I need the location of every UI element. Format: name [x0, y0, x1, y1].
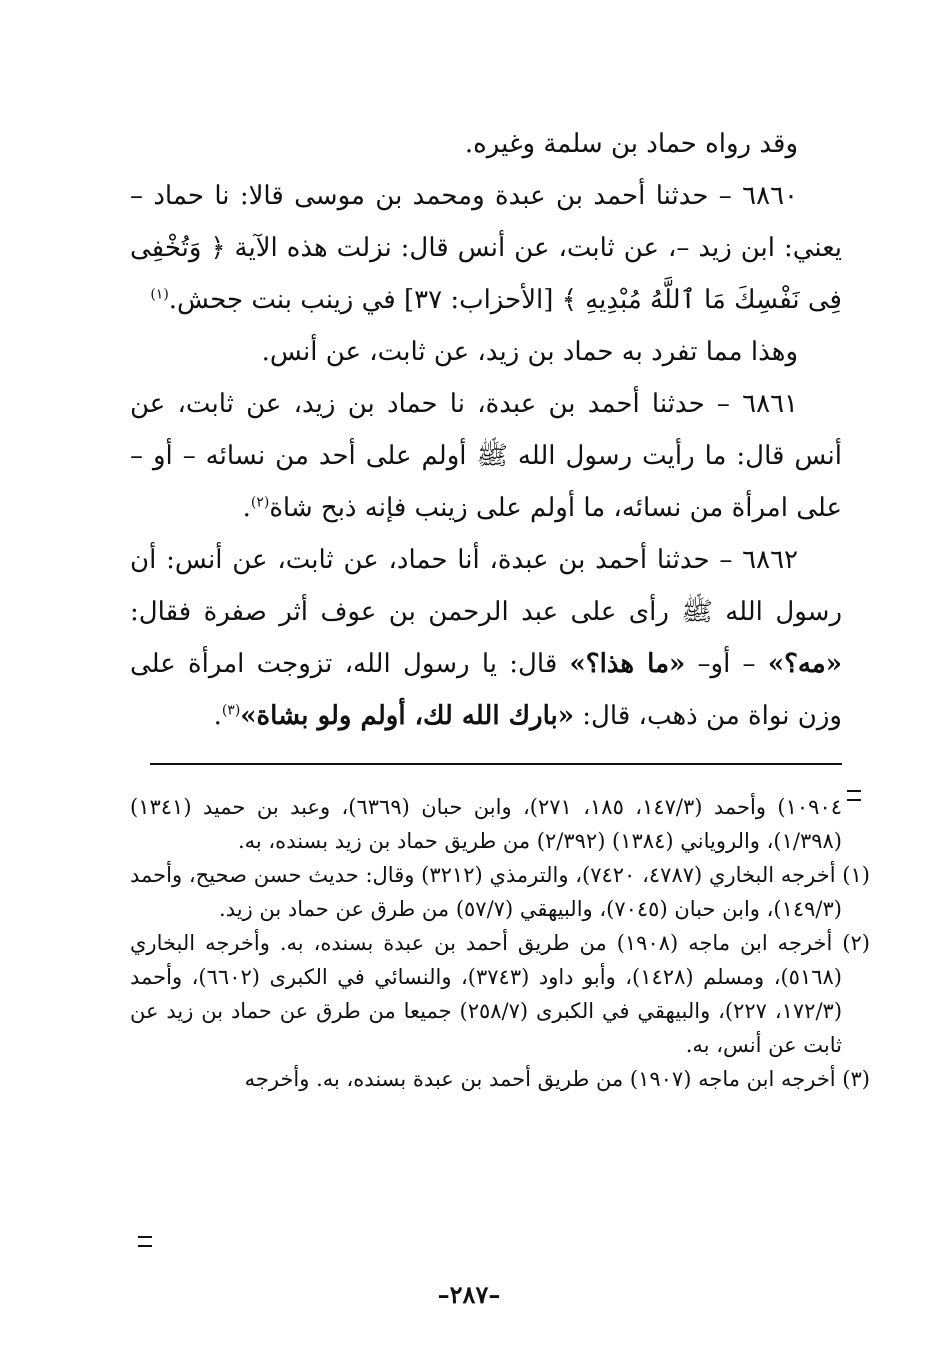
footnote-ref-3[interactable]: (٣) [221, 702, 241, 719]
footnote-2-text: (٢) أخرجه ابن ماجه (١٩٠٨) من طريق أحمد بن عبدة بسنده، به. وأخرجه البخاري (٥١٦٨)، ومسلم (١٤٢٨)، وأبو داود (٣٧٤٣)، والنسائي في الكبرى (٦٦٠٢)، وأحمد (١٧٢/٣، ٢٢٧)، والبيهقي في الكبرى (٢٥٨/٧) جميعا من طرق عن حماد بن زيد عن ثابت عن أنس، به. [130, 931, 870, 1057]
hadith-6862-text-a: ٦٨٦٢ – حدثنا أحمد بن عبدة، أنا حماد، عن ثابت، عن أنس: أن رسول الله ﷺ رأى على عبد الرحمن بن عوف أثر صفرة فقال: [130, 545, 842, 627]
intro-line [130, 118, 842, 170]
note-6860 [130, 326, 842, 378]
footnote-3 [130, 1062, 870, 1096]
footnote-1-text: (١) أخرجه البخاري (٤٧٨٧، ٧٤٢٠)، والترمذي (٣٢١٢) وقال: حديث حسن صحيح، وأحمد (١٤٩/٣)، وابن حبان (٧٠٤٥)، والبيهقي (٥٧/٧) من طرق عن حماد بن زيد. [130, 863, 870, 921]
hadith-6860-end: [الأحزاب: ٣٧] في زينب بنت جحش. [168, 285, 562, 315]
footnote-separator [150, 763, 842, 765]
hadith-6860-text: ٦٨٦٠ – حدثنا أحمد بن عبدة ومحمد بن موسى قالا: نا حماد – يعني: ابن زيد –، عن ثابت، عن أنس قال: نزلت هذه الآية [130, 181, 842, 263]
footnotes-section [130, 782, 870, 1096]
quote-ma-hadha: «ما هذا؟» [569, 649, 686, 679]
continuation-mark-bottom [138, 1236, 152, 1247]
footnote-ref-1[interactable]: (١) [150, 286, 169, 303]
hadith-6861-text: ٦٨٦١ – حدثنا أحمد بن عبدة، نا حماد بن زيد، عن ثابت، عن أنس قال: ما رأيت رسول الله ﷺ أولم على أحد من نسائه – أو – على امرأة من نسائه، ما أولم على زينب فإنه ذبح شاة [130, 389, 842, 523]
main-text-body [130, 118, 842, 742]
continuation-mark-top [847, 790, 861, 801]
hadith-6862-text-b: – أو– [685, 649, 768, 679]
footnote-1 [130, 858, 870, 926]
quran-verse: ﴿ وَتُخْفِى فِى نَفْسِكَ مَا ٱللَّهُ مُبْدِيهِ ﴾ [130, 233, 842, 315]
footnote-ref-2[interactable]: (٢) [250, 494, 270, 511]
page-number: –٢٨٧– [437, 1280, 501, 1309]
footnote-continuation [130, 790, 842, 858]
quote-mah: «مه؟» [767, 649, 842, 679]
quote-barak-allah: «بارك الله لك، أولم ولو بشاة» [240, 701, 575, 731]
intro-text: وقد رواه حماد بن سلمة وغيره. [464, 129, 798, 159]
hadith-6862-end: . [213, 701, 222, 731]
footnote-2 [130, 926, 870, 1062]
footnote-3-text: (٣) أخرجه ابن ماجه (١٩٠٧) من طريق أحمد بن عبدة بسنده، به. وأخرجه [244, 1067, 870, 1091]
footnote-continuation-text: ١٠٩٠٤) وأحمد (١٤٧/٣، ١٨٥، ٢٧١)، وابن حبان (٦٣٦٩)، وعبد بن حميد (١٣٤١) (١/٣٩٨)، والروياني (١٣٨٤) (٢/٣٩٢) من طريق حماد بن زيد بسنده، به. [130, 795, 843, 853]
hadith-6862-text-c: قال: يا رسول الله، تزوجت امرأة على وزن نواة من ذهب، قال: [130, 649, 842, 731]
hadith-6862 [130, 534, 842, 742]
note-6860-text: وهذا مما تفرد به حماد بن زيد، عن ثابت، عن أنس. [261, 337, 798, 367]
hadith-6860 [130, 170, 842, 326]
hadith-6861: ٦٨٦١ – حدثنا أحمد بن عبدة، نا حماد بن زيد، عن ثابت، عن أنس قال: ما رأيت رسول الله ﷺ أولم على أحد من نسائه – أو – على امرأة من نسائه، ما أولم على زينب فإنه ذبح شاة$^{(٢)}$. [130, 389, 842, 523]
